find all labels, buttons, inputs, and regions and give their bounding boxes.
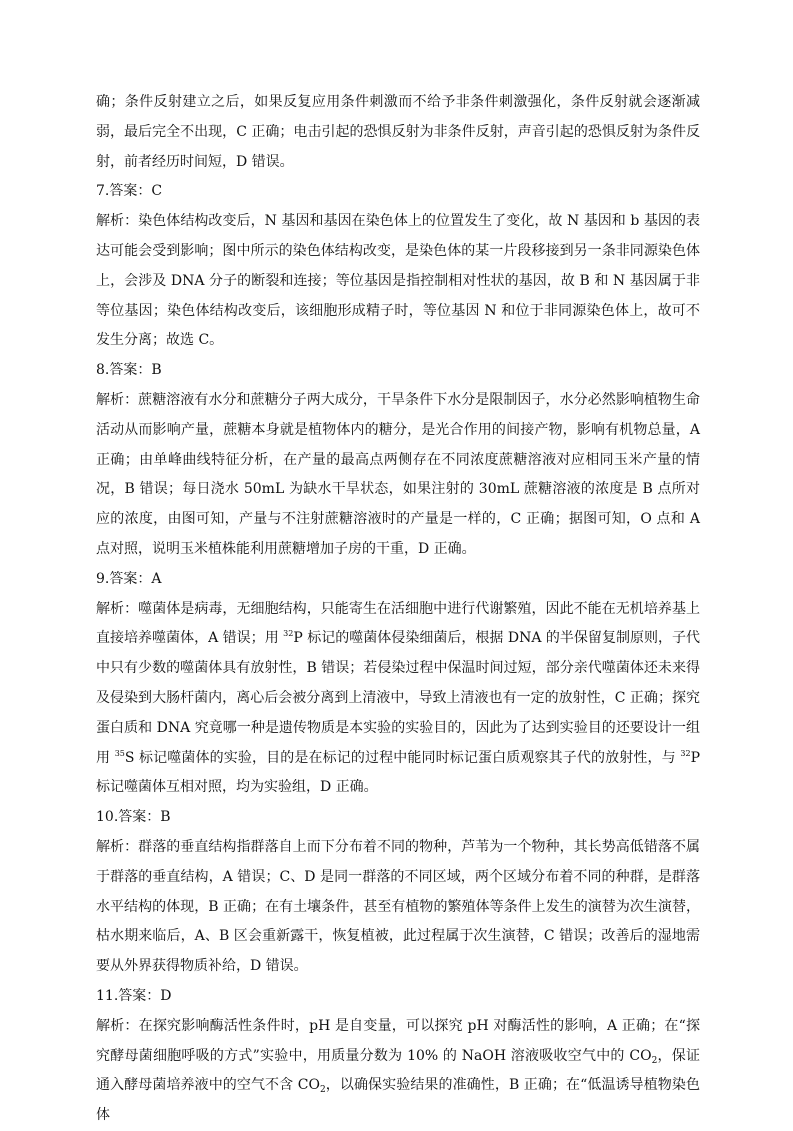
- explanation-paragraph: 解析：染色体结构改变后，N 基因和基因在染色体上的位置发生了变化，故 N 基因和 b 基因的表达可能会受到影响；图中所示的染色体结构改变，是染色体的某一片段移接到另一条非同源染色体上，会涉及 DNA 分子的断裂和连接；等位基因是指控制相对性状的基因，故 B 和 N 基因属于非等位基因；染色体结构改变后，该细胞形成精子时，等位基因 N 和位于非同源染色体上，故可不发生分离；故选 C。: [96, 213, 700, 349]
- answer-line: 11.答案：D: [96, 987, 172, 1004]
- explanation-paragraph: 确；条件反射建立之后，如果反复应用条件刺激而不给予非条件刺激强化，条件反射就会逐渐减弱，最后完全不出现，C 正确；电击引起的恐惧反射为非条件反射，声音引起的恐惧反射为条件反射，前者经历时间短，D 错误。: [96, 94, 700, 170]
- explanation-paragraph: [96, 595, 700, 804]
- subscript: 2: [651, 1055, 658, 1066]
- text-segment: S 标记噬菌体的实验，目的是在标记的过程中能同时标记蛋白质观察其子代的放射性，与: [124, 749, 681, 766]
- text-segment: 解析：在探究影响酶活性条件时，pH 是自变量，可以探究 pH 对酶活性的影响，A 正确；在“探究酵母菌细胞呼吸的方式”实验中，用质量分数为 10% 的 NaOH 溶液吸收空气中的 CO: [96, 1017, 700, 1064]
- explanation-paragraph: 解析：群落的垂直结构指群落自上而下分布着不同的物种，芦苇为一个物种，其长势高低错落不属于群落的垂直结构，A 错误；C、D 是同一群落的不同区域，两个区域分布着不同的种群，是群落水平结构的体现，B 正确；在有土壤条件，甚至有植物的繁殖体等条件上发生的演替为次生演替，枯水期来临后，A、B 区会重新露干，恢复植被，此过程属于次生演替，C 错误；改善后的湿地需要从外界获得物质补给，D 错误。: [96, 838, 700, 975]
- answer-explanations: [96, 88, 700, 1131]
- answer-line: 9.答案：A: [96, 570, 162, 587]
- explanation-paragraph: [96, 1012, 700, 1131]
- superscript: 35: [114, 748, 125, 758]
- answer-line: 7.答案：C: [96, 183, 163, 200]
- text-segment: P 标记噬菌体互相对照，均为实验组，D 正确。: [96, 749, 700, 796]
- explanation-paragraph: 解析：蔗糖溶液有水分和蔗糖分子两大成分，干旱条件下水分是限制因子，水分必然影响植物生命活动从而影响产量，蔗糖本身就是植物体内的糖分，是光合作用的间接产物，影响有机物总量，A 正确；由单峰曲线特征分析，在产量的最高点两侧存在不同浓度蔗糖溶液对应相同玉米产量的情况，B 错误；每日浇水 50mL 为缺水干旱状态，如果注射的 30mL 蔗糖溶液的浓度是 B 点所对应的浓度，由图可知，产量与不注射蔗糖溶液时的产量是一样的，C 正确；据图可知，O 点和 A 点对照，说明玉米植株能利用蔗糖增加子房的干重，D 正确。: [96, 391, 700, 557]
- text-segment: ，保证通入酵母菌培养液中的空气不含 CO: [96, 1047, 701, 1094]
- superscript: 32: [680, 748, 691, 758]
- answer-line: 10.答案：B: [96, 809, 171, 826]
- text-segment: 解析：噬菌体是病毒，无细胞结构，只能寄生在活细胞中进行代谢繁殖，因此不能在无机培养基上直接培养噬菌体，A 错误；用: [96, 600, 700, 647]
- superscript: 32: [283, 629, 294, 639]
- text-segment: ，以确保实验结果的准确性，B 正确；在“低温诱导植物染色体: [96, 1077, 700, 1124]
- subscript: 2: [319, 1085, 326, 1096]
- answer-line: 8.答案：B: [96, 362, 162, 379]
- text-segment: P 标记的噬菌体侵染细菌后，根据 DNA 的半保留复制原则，子代中只有少数的噬菌体具有放射性，B 错误；若侵染过程中保温时间过短，部分亲代噬菌体还未来得及侵染到大肠杆菌内，离心后会被分离到上清液中，导致上清液也有一定的放射性，C 正确；探究蛋白质和 DNA 究竟哪一种是遗传物质是本实验的实验目的，因此为了达到实验目的还要设计一组用: [96, 630, 701, 766]
